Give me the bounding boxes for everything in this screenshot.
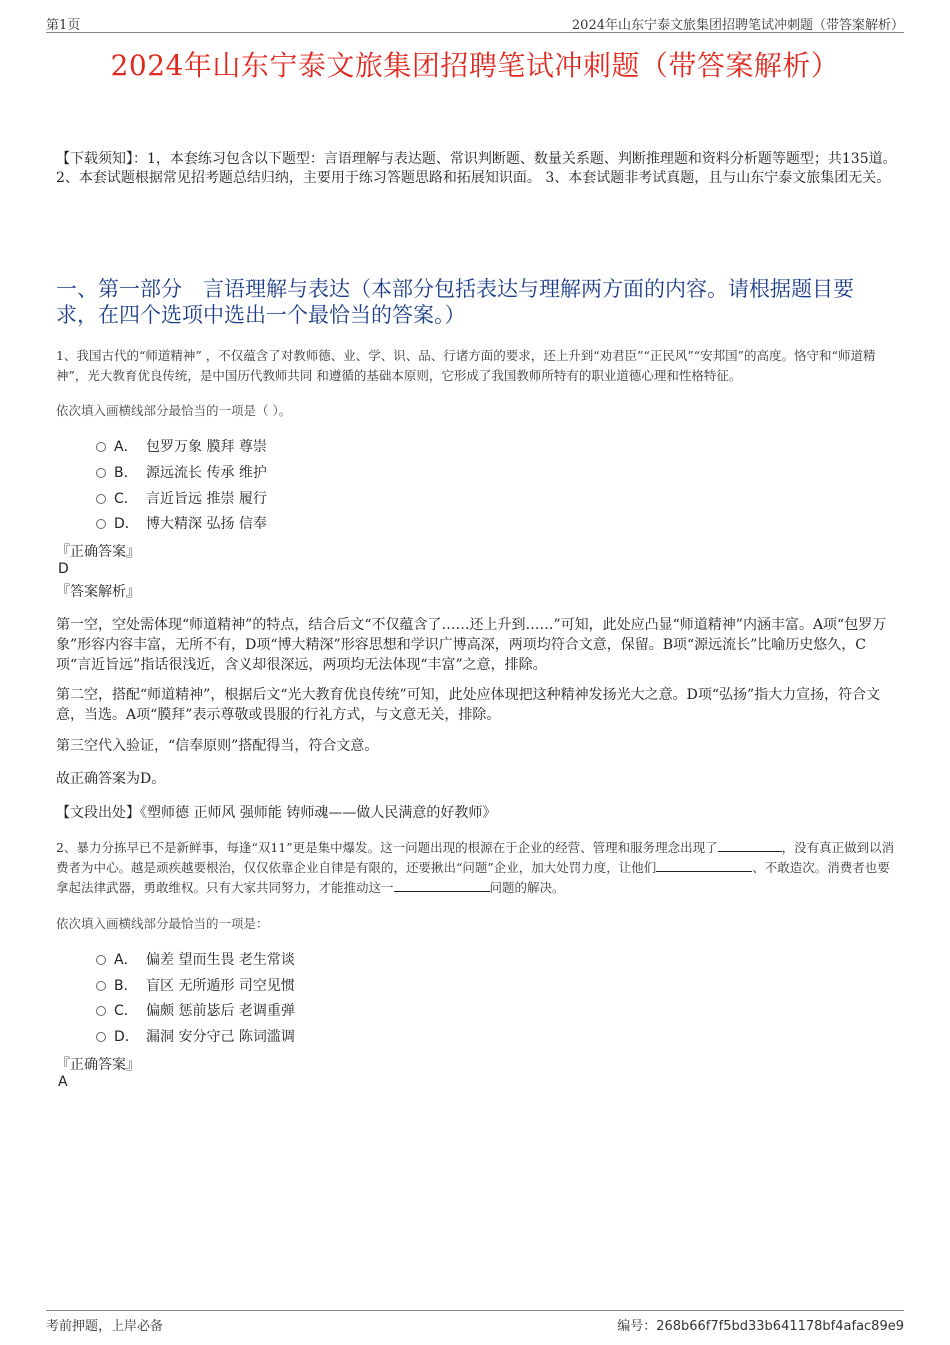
radio-icon[interactable]: [96, 981, 106, 991]
q2-option-c[interactable]: C． 偏颇 惩前毖后 老调重弹: [96, 1000, 295, 1020]
q1-analysis-para-1: 第一空，空处需体现“师道精神”的特点，结合后文“不仅蕴含了……还上升到……”可知，此处应凸显“师道精神”内涵丰富。A项“包罗万象”形容内容丰富，无所不有，D项“博大精深”形容思想和学识广博高深，两项均符合文意，保留。B项“源远流长”比喻历史悠久，C项“言近旨远”指话很浅近，含义却很深远，两项均无法体现“丰富”之意，排除。: [56, 617, 887, 673]
q2-option-d[interactable]: D． 漏洞 安分守己 陈词滥调: [96, 1026, 295, 1046]
q1-option-a[interactable]: A． 包罗万象 膜拜 尊崇: [96, 436, 267, 456]
q1-answer: D: [58, 561, 69, 577]
blank-1: [718, 839, 782, 852]
q1-analysis-para-4: 故正确答案为D。: [56, 771, 166, 787]
radio-icon[interactable]: [96, 468, 106, 478]
question-2-stem: 2、暴力分拣早已不是新鲜事，每逢“双11”更是集中爆发。这一问题出现的根源在于企业的经营、管理和服务理念出现了 ，没有真正做到以消费者为中心。越是顽疾越要根治，仅仅依靠企业自律是有限的，还要揪出“问题”企业，加大处罚力度，让他们 、不敢造次。消费者也要拿起法律武器，勇敢维权。只有大家共同努力，才能推动这一 问题的解决。: [56, 840, 895, 895]
section-heading: 一、第一部分 言语理解与表达（本部分包括表达与理解两方面的内容。请根据题目要求，在四个选项中选出一个最恰当的答案。）: [56, 277, 854, 327]
q1-source: 【文段出处】《塑师德 正师风 强师能 铸师魂——做人民满意的好教师》: [56, 805, 497, 821]
q1-analysis-para-3: 第三空代入验证，“信奉原则”搭配得当，符合文意。: [56, 738, 379, 754]
q1-option-d[interactable]: D． 博大精深 弘扬 信奉: [96, 513, 267, 533]
footer-slogan: 考前押题，上岸必备: [46, 1319, 164, 1334]
radio-icon[interactable]: [96, 519, 106, 529]
q1-option-c[interactable]: C． 言近旨远 推崇 履行: [96, 488, 267, 508]
radio-icon[interactable]: [96, 955, 106, 965]
q1-answer-label: 『正确答案』: [56, 544, 140, 560]
q2-answer: A: [58, 1074, 68, 1090]
page-footer: [46, 1310, 904, 1335]
question-1-instruction: 依次填入画横线部分最恰当的一项是（ ）。: [56, 403, 292, 418]
download-notice: 【下载须知】：1，本套练习包含以下题型：言语理解与表达题、常识判断题、数量关系题、判断推理题和资料分析题等题型；共135道。 2、本套试题根据常见招考题总结归纳，主要用于练习答题思路和拓展知识面。 3、本套试题非考试真题，且与山东宁泰文旅集团无关。: [56, 151, 897, 186]
header-doc-title: 2024年山东宁泰文旅集团招聘笔试冲刺题（带答案解析）: [571, 18, 904, 33]
question-2-instruction: 依次填入画横线部分最恰当的一项是：: [56, 916, 269, 931]
q2-option-b[interactable]: B． 盲区 无所遁形 司空见惯: [96, 975, 295, 995]
q2-option-a[interactable]: A． 偏差 望而生畏 老生常谈: [96, 949, 295, 969]
page-header: [46, 14, 904, 33]
radio-icon[interactable]: [96, 442, 106, 452]
q2-answer-label: 『正确答案』: [56, 1057, 140, 1073]
question-1-stem: 1、我国古代的“师道精神” ，不仅蕴含了对教师德、业、学、识、品、行诸方面的要求，还上升到“劝君臣”“正民风”“安邦国”的高度。恪守和“师道精神”，光大教育优良传统，是中国历代教师共同 和遵循的基础本原则，它形成了我国教师所特有的职业道德心理和性格特征。: [56, 348, 876, 383]
q1-analysis-para-2: 第二空，搭配“师道精神”，根据后文“光大教育优良传统”可知，此处应体现把这种精神发扬光大之意。D项“弘扬”指大力宣扬，符合文意，当选。A项“膜拜”表示尊敬或畏服的行礼方式，与文意无关，排除。: [56, 687, 881, 723]
blank-3: [394, 879, 490, 892]
radio-icon[interactable]: [96, 1006, 106, 1016]
q1-analysis-label: 『答案解析』: [56, 584, 140, 600]
blank-2: [656, 859, 752, 872]
radio-icon[interactable]: [96, 1032, 106, 1042]
page-number: 第1页: [46, 18, 81, 33]
document-code: 编号：268b66f7f5bd33b641178bf4afac89e9: [617, 1319, 904, 1334]
document-title: 2024年山东宁泰文旅集团招聘笔试冲刺题（带答案解析）: [110, 49, 840, 82]
q1-option-b[interactable]: B． 源远流长 传承 维护: [96, 462, 267, 482]
radio-icon[interactable]: [96, 494, 106, 504]
